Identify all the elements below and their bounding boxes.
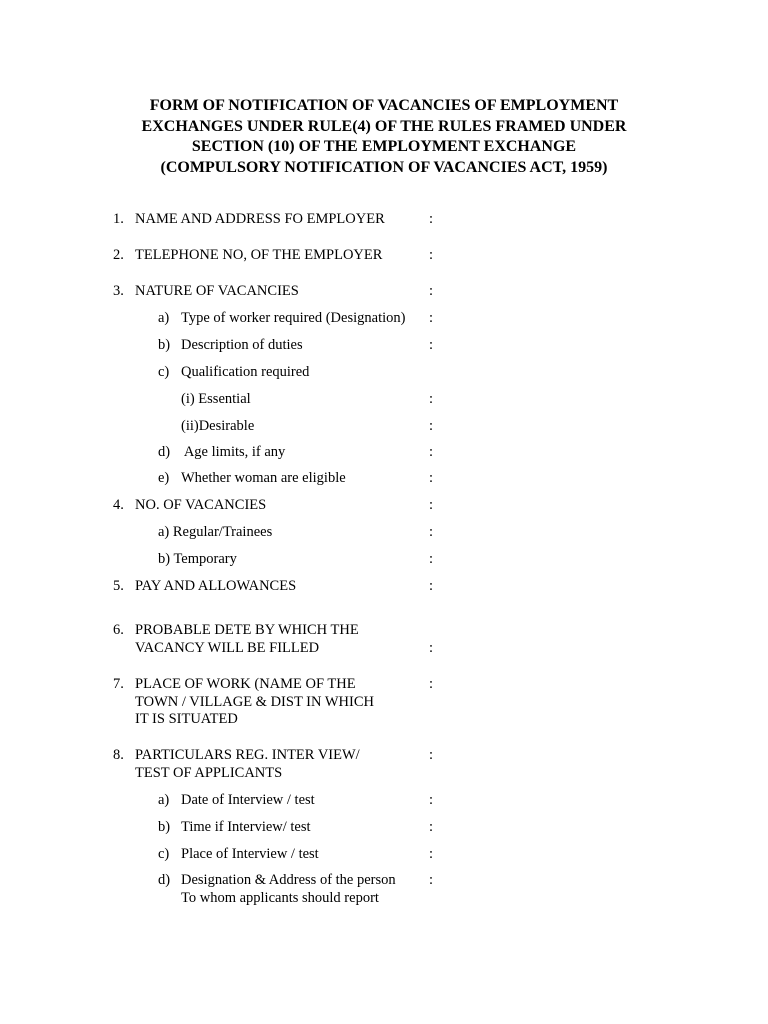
item-2-telephone — [0, 247, 768, 265]
sub-item-letter: e) — [158, 470, 170, 486]
item-8b-interview-time — [0, 819, 768, 837]
item-3d-age-limits — [0, 444, 768, 462]
sub-item-letter: c) — [158, 846, 170, 862]
colon: : — [429, 337, 434, 353]
item-number: 1. — [113, 211, 124, 227]
sub-item-label: Type of worker required (Designation) — [181, 310, 406, 326]
item-3c-i-essential — [0, 391, 768, 409]
item-3c-qualification — [0, 364, 768, 382]
sub-item-label-line-1: Designation & Address of the person — [181, 872, 396, 888]
item-label-line-1: PLACE OF WORK (NAME OF THE — [135, 676, 356, 692]
colon: : — [429, 444, 434, 460]
colon: : — [429, 747, 434, 763]
sub-item-label: Whether woman are eligible — [181, 470, 346, 486]
item-label-line-2: VACANCY WILL BE FILLED — [135, 640, 320, 656]
item-label: NO. OF VACANCIES — [135, 497, 267, 513]
colon: : — [429, 792, 434, 808]
item-number: 8. — [113, 747, 124, 763]
item-8-interview-particulars-cont — [0, 765, 768, 783]
sub-item-letter: a) — [158, 792, 170, 808]
item-label: PAY AND ALLOWANCES — [135, 578, 297, 594]
colon: : — [429, 211, 434, 227]
colon: : — [429, 846, 434, 862]
colon: : — [429, 640, 434, 656]
sub-item-letter: b) — [158, 819, 171, 835]
sub-item-letter: c) — [158, 364, 170, 380]
colon: : — [429, 524, 434, 540]
item-8a-interview-date — [0, 792, 768, 810]
sub-item-letter: d) — [158, 444, 171, 460]
colon: : — [429, 418, 434, 434]
colon: : — [429, 391, 434, 407]
colon: : — [429, 676, 434, 692]
sub-item-letter: b) — [158, 337, 171, 353]
colon: : — [429, 497, 434, 513]
sub-item-label: Place of Interview / test — [181, 846, 319, 862]
colon: : — [429, 310, 434, 326]
colon: : — [429, 551, 434, 567]
form-title — [0, 96, 768, 178]
item-3a-worker-type — [0, 310, 768, 328]
colon: : — [429, 872, 434, 888]
item-label: NATURE OF VACANCIES — [135, 283, 299, 299]
title-line-1: FORM OF NOTIFICATION OF VACANCIES OF EMPLOYMENT — [149, 97, 619, 114]
item-1-employer-name — [0, 211, 768, 229]
item-7-place-of-work — [0, 676, 768, 694]
item-4b-temporary — [0, 551, 768, 569]
sub-sub-item-label: (ii)Desirable — [181, 418, 255, 434]
item-label: NAME AND ADDRESS FO EMPLOYER — [135, 211, 385, 227]
item-label-line-3: IT IS SITUATED — [135, 711, 238, 727]
item-3-nature-of-vacancies — [0, 283, 768, 301]
title-line-4: (COMPULSORY NOTIFICATION OF VACANCIES ACT, 1959) — [160, 158, 608, 176]
item-8-interview-particulars — [0, 747, 768, 765]
item-number: 3. — [113, 283, 124, 299]
item-label-line-2: TEST OF APPLICANTS — [135, 765, 283, 781]
item-number: 6. — [113, 622, 124, 638]
item-label: TELEPHONE NO, OF THE EMPLOYER — [135, 247, 383, 263]
sub-item-label: Description of duties — [181, 337, 303, 353]
item-7-place-of-work-cont-1 — [0, 694, 768, 712]
sub-item-label: a) Regular/Trainees — [158, 524, 273, 540]
item-5-pay-allowances — [0, 578, 768, 596]
item-number: 2. — [113, 247, 124, 263]
item-4-no-of-vacancies — [0, 497, 768, 515]
item-8d-report-person — [0, 872, 768, 890]
colon: : — [429, 283, 434, 299]
item-3b-duties — [0, 337, 768, 355]
item-number: 5. — [113, 578, 124, 594]
sub-sub-item-label: (i) Essential — [181, 391, 251, 407]
colon: : — [429, 819, 434, 835]
sub-item-letter: a) — [158, 310, 170, 326]
item-label-line-2: TOWN / VILLAGE & DIST IN WHICH — [135, 694, 374, 710]
sub-item-letter: d) — [158, 872, 171, 888]
title-line-3: SECTION (10) OF THE EMPLOYMENT EXCHANGE — [191, 138, 577, 155]
colon: : — [429, 247, 434, 263]
colon: : — [429, 470, 434, 486]
item-number: 4. — [113, 497, 124, 513]
sub-item-label: Qualification required — [181, 364, 310, 380]
item-7-place-of-work-cont-2 — [0, 711, 768, 729]
item-6-probable-date — [0, 622, 768, 640]
sub-item-label: Date of Interview / test — [181, 792, 315, 808]
item-8c-interview-place — [0, 846, 768, 864]
item-4a-regular-trainees — [0, 524, 768, 542]
item-number: 7. — [113, 676, 124, 692]
item-label-line-1: PROBABLE DETE BY WHICH THE — [135, 622, 359, 638]
item-6-probable-date-cont — [0, 640, 768, 658]
item-3e-women-eligible — [0, 470, 768, 488]
sub-item-label-line-2: To whom applicants should report — [181, 890, 379, 906]
item-8d-report-person-cont — [0, 890, 768, 908]
colon: : — [429, 578, 434, 594]
item-3c-ii-desirable — [0, 418, 768, 436]
sub-item-label: Time if Interview/ test — [181, 819, 311, 835]
sub-item-label: Age limits, if any — [181, 444, 286, 460]
title-line-2: EXCHANGES UNDER RULE(4) OF THE RULES FRAMED UNDER — [141, 117, 627, 135]
item-label-line-1: PARTICULARS REG. INTER VIEW/ — [135, 747, 360, 763]
sub-item-label: b) Temporary — [158, 551, 237, 567]
